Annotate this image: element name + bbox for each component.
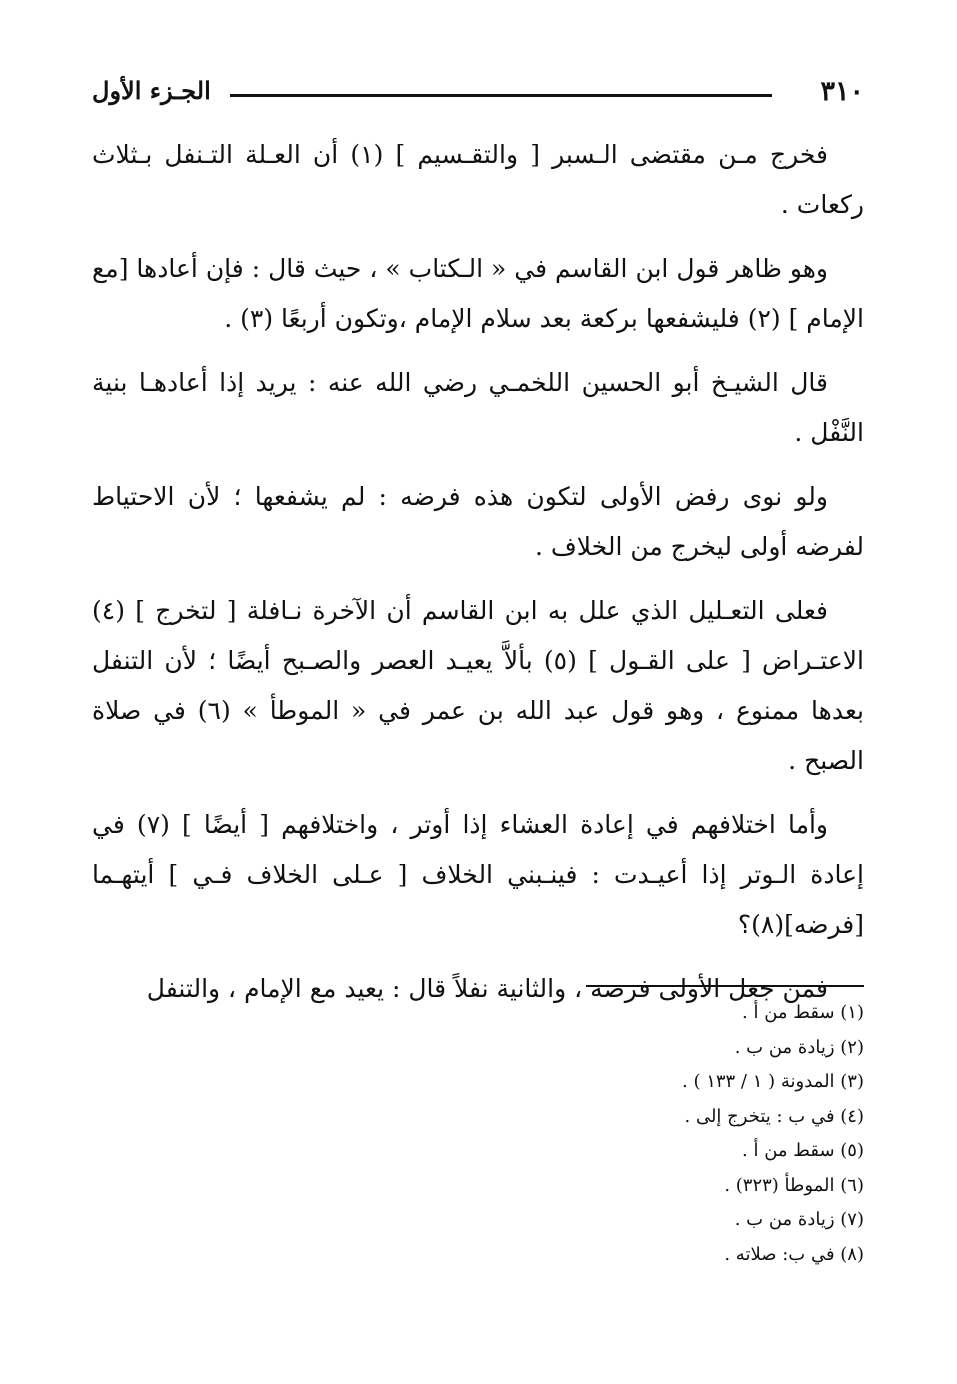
header-rule bbox=[230, 94, 772, 97]
footnote: (٣) المدونة ( ١ / ١٣٣ ) . bbox=[682, 1071, 864, 1092]
page-number: ٣١٠ bbox=[820, 76, 864, 107]
footnotes-list bbox=[300, 996, 864, 1272]
footnote: (٧) زيادة من ب . bbox=[734, 1209, 864, 1230]
paragraph: وأما اختلافهم في إعادة العشاء إذا أوتر ، واختلافهم [ أيضًا ] (٧) في إعادة الـوتر إذا أعيـدت : فينـبني الخلاف [ عـلى الخلاف فـي ] أيتهـما [فرضه](٨)؟ bbox=[92, 810, 864, 939]
paragraph: ولو نوى رفض الأولى لتكون هذه فرضه : لم يشفعها ؛ لأن الاحتياط لفرضه أولى ليخرج من الخلاف . bbox=[92, 482, 864, 561]
footnote: (٢) زيادة من ب . bbox=[734, 1036, 864, 1058]
paragraph: قال الشيـخ أبو الحسين اللخمـي رضي الله عنه : يريد إذا أعادهـا بنية النَّفْل . bbox=[92, 368, 864, 447]
paragraph: فخرج مـن مقتضى الـسبر [ والتقـسيم ] (١) أن العـلة التـنفل بـثلاث ركعات . bbox=[92, 140, 864, 219]
main-text bbox=[92, 130, 864, 1028]
paragraph: فمن جعل الأولى فرضه ، والثانية نفلاً قال : يعيد مع الإمام ، والتنفل bbox=[146, 974, 828, 1003]
paragraph: وهو ظاهر قول ابن القاسم في « الـكتاب » ، حيث قال : فإن أعادها [مع الإمام ] (٢) فليشفعها بركعة بعد سلام الإمام ،وتكون أربعًا (٣) . bbox=[92, 254, 864, 333]
footnote: (٦) الموطأ (٣٢٣) . bbox=[724, 1174, 864, 1196]
footnote: (٨) في ب: صلاته . bbox=[724, 1243, 864, 1265]
page-header bbox=[92, 72, 864, 116]
running-title: الجـزء الأول bbox=[92, 76, 211, 105]
footnote-separator bbox=[586, 985, 864, 987]
footnote: (٤) في ب : يتخرج إلى . bbox=[684, 1105, 864, 1127]
footnote: (٥) سقط من أ . bbox=[742, 1140, 864, 1161]
footnote: (١) سقط من أ . bbox=[742, 1002, 864, 1023]
paragraph: فعلى التعـليل الذي علل به ابن القاسم أن الآخرة نـافلة [ لتخرج ] (٤) الاعتـراض [ على القـول ] (٥) بألاَّ يعيـد العصر والصـبح أيضًا ؛ لأن التنفل بعدها ممنوع ، وهو قول عبد الله بن عمر في « الموطأ » (٦) في صلاة الصبح . bbox=[92, 596, 864, 775]
